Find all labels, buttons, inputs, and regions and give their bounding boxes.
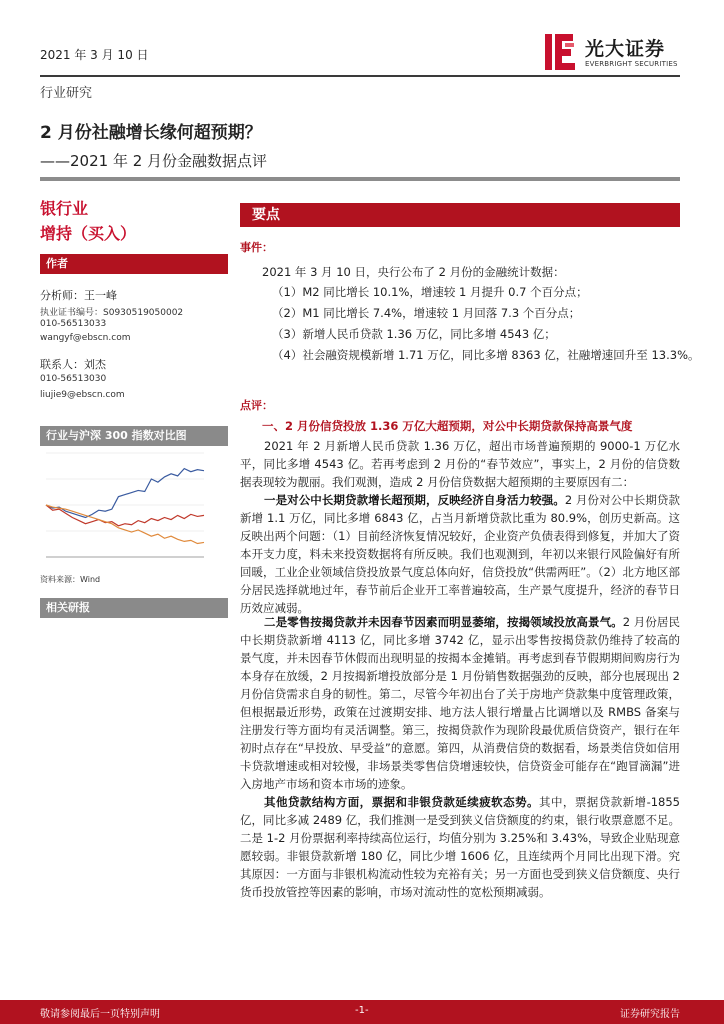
chart-section-title: 行业与沪深 300 指数对比图 <box>40 426 228 446</box>
chart-source: 资料来源：Wind <box>40 575 101 584</box>
section-1-heading: 一、2 月份信贷投放 1.36 万亿大超预期，对公中长期贷款保持高景气度 <box>262 419 633 433</box>
event-item-2: （2）M1 同比增长 7.4%，增速较 1 月回落 7.3 个百分点； <box>272 306 581 320</box>
event-label: 事件： <box>240 241 273 254</box>
title-divider <box>40 177 680 181</box>
logo-english-name: EVERBRIGHT SECURITIES <box>585 60 678 68</box>
index-comparison-chart <box>40 445 210 570</box>
analyst-name: 分析师：王一峰 <box>40 289 117 302</box>
chart-series-line-2 <box>46 505 204 526</box>
paragraph-3-body: 2 月份居民中长期贷款新增 4113 亿，同比多增 3742 亿，显示出零售按揭贷款仍维持了较高的景气度，并未因春节休假而出现明显的按揭本金摊销。再考虑到春节假期期间购房行为本身存在放缓，2 月按揭新增投放部分是 1 月份销售数据强劲的反映，部分也展现出 2 月份信贷需求自身的韧性。第二，尽管今年初出台了关于房地产贷款集中度管理政策，但根据最近形势，政策在过渡期安排、地方法人银行增量占比调增以及 RMBS 备案与注册发行等方面均有灵活调整。第三，按揭贷款作为现阶段最优质信贷资产，银行在年初时点存在“早投放、早受益”的意愿。第四，从消费信贷的数据看，场景类信贷如信用卡贷款增速或相对较慢，非场景类零售信贷增速较快，信贷资金可能存在“跑冒滴漏”进入房地产市场和资本市场的迹象。 <box>240 615 680 791</box>
report-subtitle: ——2021 年 2 月份金融数据点评 <box>40 152 268 170</box>
report-type: 行业研究 <box>40 86 93 101</box>
contact-name: 联系人：刘杰 <box>40 358 106 371</box>
paragraph-2 <box>240 491 680 617</box>
paragraph-2-body: 2 月份对公中长期贷款新增 1.1 万亿，同比多增 6843 亿，占当月新增贷款比重为 80.9%，创历史新高。这反映出两个问题：（1）目前经济恢复情况较好，企业资产负债表得到修复，并加大了资本开支力度，料未来投资数据将有所反映。我们也观测到，年初以来银行风险偏好有所回暖，工业企业领域信贷投放景气度总体向好，信贷投放“供需两旺”。（2）北方地区部分居民选择就地过年，春节前后企业开工率普遍较高，生产景气度提升，经济的春节日历效应减弱。 <box>240 493 680 615</box>
footer-disclaimer[interactable]: 敬请参阅最后一页特别声明 <box>40 1009 160 1020</box>
company-logo <box>543 30 693 78</box>
page-number: -1- <box>355 1005 369 1016</box>
paragraph-3-lead: 二是零售按揭贷款并未因春节因素而明显萎缩，按揭领域投放高景气。 <box>264 615 623 629</box>
related-research-title: 相关研报 <box>40 598 228 618</box>
report-date: 2021 年 3 月 10 日 <box>40 48 149 62</box>
everbright-logo-icon <box>543 32 579 72</box>
analyst-phone: 010-56513033 <box>40 319 107 329</box>
paragraph-4 <box>240 793 680 901</box>
analyst-email[interactable]: wangyf@ebscn.com <box>40 333 131 343</box>
logo-chinese-name: 光大证券 <box>585 38 666 60</box>
contact-phone: 010-56513030 <box>40 374 107 384</box>
analyst-license: 执业证书编号：S0930519050002 <box>40 308 184 318</box>
report-title: 2 月份社融增长缘何超预期？ <box>40 123 262 143</box>
event-intro: 2021 年 3 月 10 日，央行公布了 2 月份的金融统计数据： <box>262 265 565 279</box>
contact-email[interactable]: liujie9@ebscn.com <box>40 390 125 400</box>
summary-section-title: 要点 <box>240 203 680 227</box>
footer-report-label: 证券研究报告 <box>620 1009 680 1020</box>
paragraph-4-lead: 其他贷款结构方面，票据和非银贷款延续疲软态势。 <box>264 795 539 809</box>
paragraph-4-body: 其中，票据贷款新增-1855 亿，同比多减 2489 亿，我们推测一是受到狭义信贷额度的约束，银行收票意愿不足。二是 1-2 月份票据利率持续高位运行，均值分别为 3.25%和 3.43%，导致企业贴现意愿较弱。非银贷款新增 180 亿，同比少增 1606 亿，且连续两个月同比出现下滑。究其原因：一方面与非银机构流动性较为充裕有关；另一方面也受到狭义信贷额度、央行货币投放管控等因素的影响，市场对流动性的宽松预期减弱。 <box>240 795 680 899</box>
event-item-1: （1）M2 同比增长 10.1%，增速较 1 月提升 0.7 个百分点； <box>272 285 588 299</box>
event-item-4: （4）社会融资规模新增 1.71 万亿，同比多增 8363 亿，社融增速回升至 13.3%。 <box>272 348 700 362</box>
sector-rating: 增持（买入） <box>40 224 137 243</box>
paragraph-1: 2021 年 2 月新增人民币贷款 1.36 万亿，超出市场普遍预期的 9000-1 万亿水平，同比多增 4543 亿。若再考虑到 2 月份的“春节效应”，事实上，2 月份的信贷数据表现较为靓丽。我们观测，造成 2 月份信贷数据大超预期的主要原因有二： <box>240 439 680 489</box>
event-item-3: （3）新增人民币贷款 1.36 万亿，同比多增 4543 亿； <box>272 327 556 341</box>
paragraph-3 <box>240 613 680 793</box>
comment-label: 点评： <box>240 399 273 412</box>
author-section-title: 作者 <box>40 254 228 274</box>
header-divider <box>40 75 680 77</box>
paragraph-2-lead: 一是对公中长期贷款增长超预期，反映经济自身活力较强。 <box>264 493 565 507</box>
chart-svg <box>40 445 210 570</box>
sector-name: 银行业 <box>40 199 89 218</box>
